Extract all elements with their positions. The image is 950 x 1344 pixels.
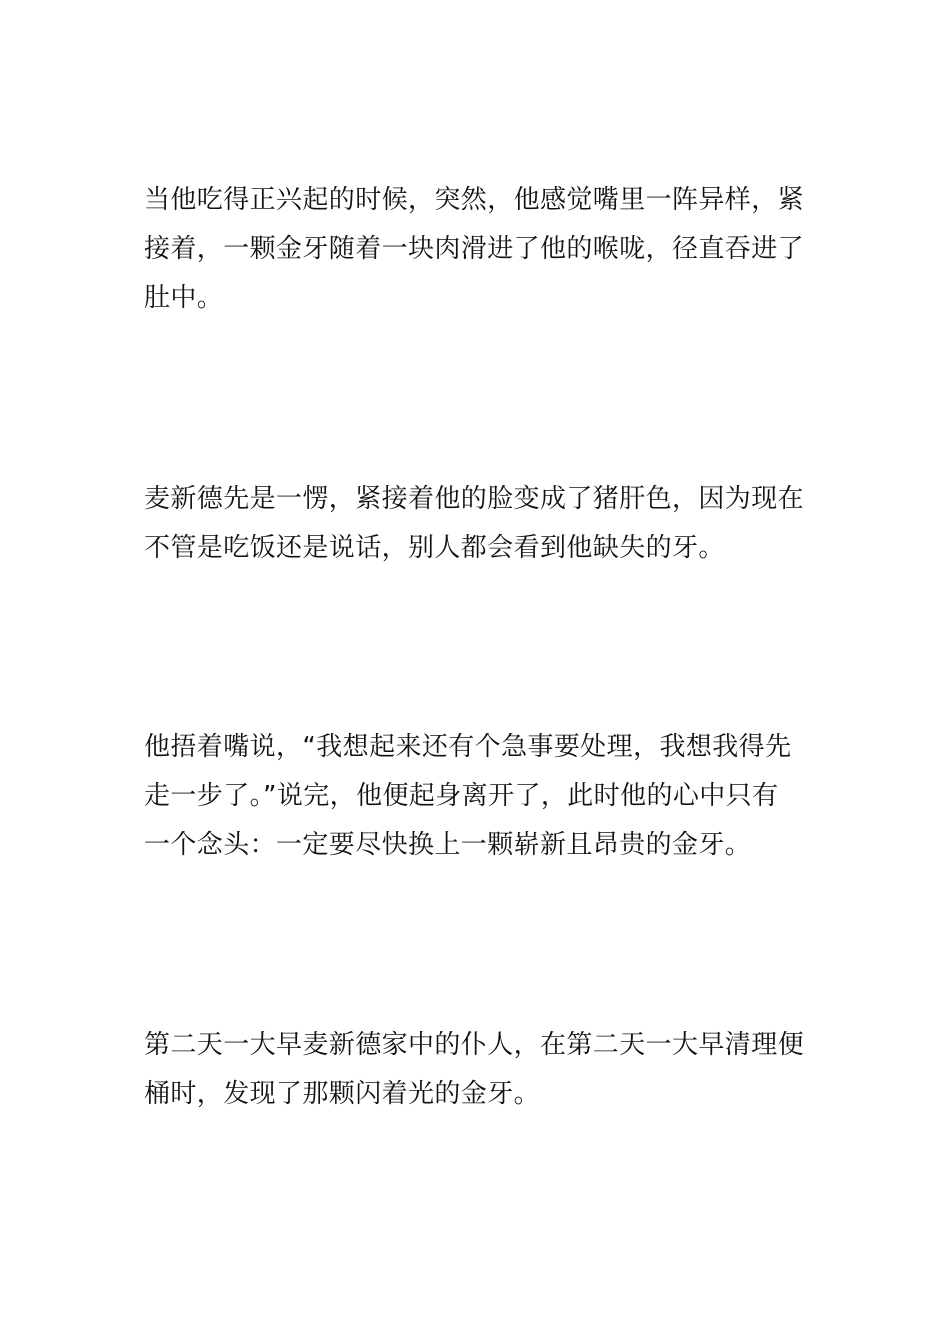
text-line: 第二天一大早麦新德家中的仆人，在第二天一大早清理便 <box>144 1030 805 1060</box>
text-line: 桶时，发现了那颗闪着光的金牙。 <box>144 1079 541 1109</box>
text-line: 接着，一颗金牙随着一块肉滑进了他的喉咙，径直吞进了 <box>144 234 805 264</box>
text-line: 麦新德先是一愣，紧接着他的脸变成了猪肝色，因为现在 <box>144 484 805 514</box>
paragraph <box>144 723 810 870</box>
text-line: 当他吃得正兴起的时候，突然，他感觉嘴里一阵异样，紧 <box>144 185 805 215</box>
paragraph <box>144 176 810 323</box>
paragraph <box>144 475 810 573</box>
text-line: 他捂着嘴说，“我想起来还有个急事要处理，我想我得先 <box>144 732 792 762</box>
paragraph <box>144 1021 810 1119</box>
text-line: 走一步了。”说完，他便起身离开了，此时他的心中只有 <box>144 781 779 811</box>
text-line: 肚中。 <box>144 283 224 313</box>
text-line: 一个念头：一定要尽快换上一颗崭新且昂贵的金牙。 <box>144 830 752 860</box>
text-line: 不管是吃饭还是说话，别人都会看到他缺失的牙。 <box>144 533 725 563</box>
